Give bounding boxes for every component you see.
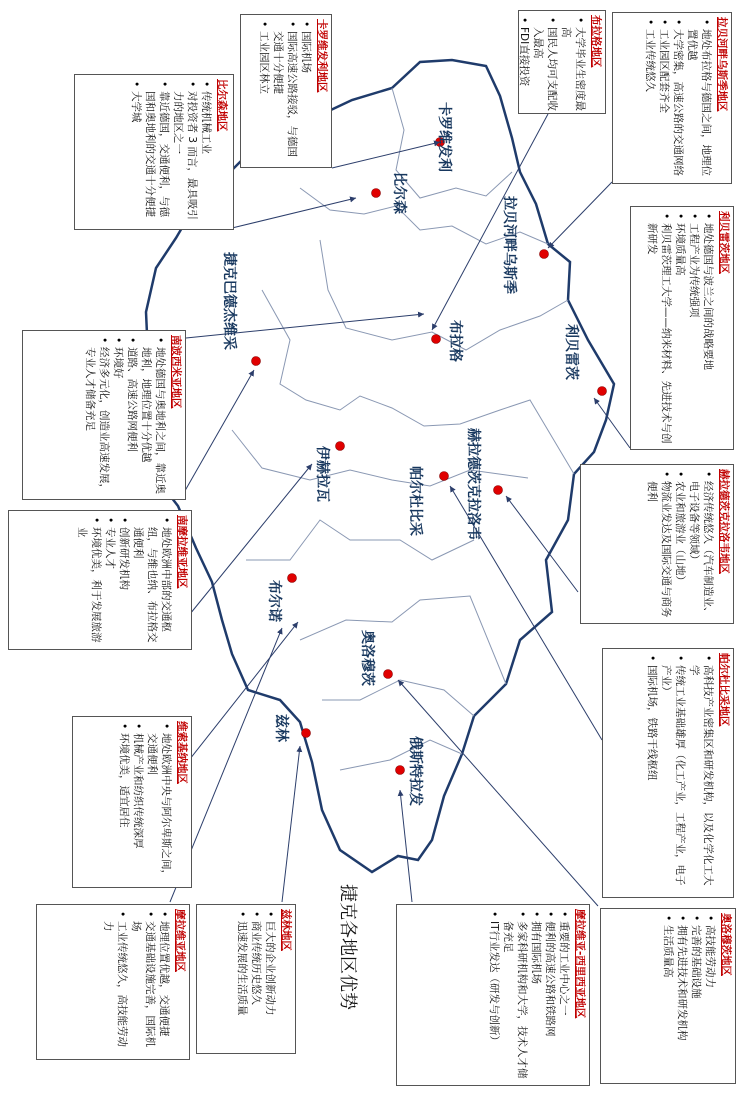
infobox-title: 布拉格地区 — [590, 15, 602, 68]
list-item: • 工业传统悠久，高技能劳动力 — [101, 921, 129, 1057]
list-item: • 专业人才 — [103, 527, 117, 647]
city-dot-jihocesky — [252, 357, 261, 366]
list-item: • 国际高速公路接驳，与德国交通十分便捷 — [271, 31, 299, 165]
region-label-plzen: 比尔森 — [391, 172, 407, 214]
infobox-plzen — [74, 74, 234, 230]
region-label-ostrava: 俄斯特拉发 — [407, 736, 423, 806]
list-item: • 高科技产业密集区和研发机构，以及化学化工大学 — [687, 665, 715, 895]
list-item: • 巨大的企业创新动力 — [263, 921, 277, 1051]
list-item: • 经济传统悠久（汽车制造业、电子设备等领域） — [687, 481, 715, 621]
city-dot-pardubice — [440, 472, 449, 481]
list-item: • 环境优美，利于发展旅游业 — [75, 527, 103, 647]
list-item: • 工业园区配套齐全 — [657, 29, 671, 181]
list-item: • 大学城 — [129, 91, 143, 227]
list-item: • 多家科研机构和大学，技术人才储备充足 — [501, 921, 529, 1083]
infobox-olomouc — [72, 716, 192, 888]
infobox-liberec — [630, 206, 734, 450]
list-item: • 拥有先进技术和研发机构 — [675, 925, 689, 1081]
city-dot-ustecky — [540, 250, 549, 259]
list-item: • 靠近德国，交通便利，与德国和奥地利的交通十分便捷 — [143, 91, 171, 227]
infobox-karlovy — [240, 14, 332, 168]
list-item: • 完善的基础设施 — [689, 925, 703, 1081]
list-item: • IT行业发达（研发与创新） — [487, 921, 501, 1083]
infobox-title: 拉贝河畔乌斯季地区 — [716, 17, 728, 112]
infobox-vysocina — [8, 510, 192, 650]
list-item: • 对投资者 3 而言，最具吸引力的地区之一 — [171, 91, 199, 227]
infobox-ostrava — [396, 904, 590, 1086]
list-item: • 便利的高速公路和铁路网 — [543, 921, 557, 1083]
list-item: • 物流业发达及国际交通与商务便利 — [645, 481, 673, 621]
list-item: • 国际机场 — [299, 31, 313, 165]
infobox-title: 赫拉德茨克拉洛韦地区 — [718, 469, 730, 574]
list-item: • 利贝雷茨理工大学——纳米材料、先进技术与创新研发 — [645, 223, 673, 447]
infobox-title: 利贝雷茨地区 — [718, 211, 730, 274]
city-dot-olomouc — [384, 670, 393, 679]
infobox-title: 维索基纳地区 — [176, 721, 188, 784]
list-item: • 传统工业基础雄厚（化工产业，工程产业，电子产业） — [659, 665, 687, 895]
list-item: • 道路、高速公路网便利 — [125, 347, 139, 497]
list-item: • 环境好 — [111, 347, 125, 497]
list-item: • 传统机械工业 — [199, 91, 213, 227]
list-item: • 地理位置优越，交通便捷 — [157, 921, 171, 1057]
list-item: • 地处欧洲中部的交通枢纽，与维也纳、布拉格交通便利 — [131, 527, 173, 647]
list-item: • FDI直接投资 — [517, 27, 531, 111]
list-item: • 拥有国际机场 — [529, 921, 543, 1083]
page-title: 捷克各地区优势 — [337, 884, 358, 1010]
region-label-olomouc: 奥洛穆茨 — [359, 630, 375, 686]
list-item: • 交通基础设施完善，国际机场 — [129, 921, 157, 1057]
list-item: • 大学密集，高速公路的交通网络 — [671, 29, 685, 181]
infobox-olomouc2 — [600, 908, 736, 1084]
infobox-title: 南波西米亚地区 — [170, 335, 182, 409]
region-label-vysocina: 伊赫拉瓦 — [314, 446, 330, 502]
region-label-hradec: 赫拉德茨克拉洛韦 — [465, 428, 481, 540]
list-item: • 环境优美，适宜居住 — [117, 733, 131, 885]
region-label-ustecky: 拉贝河畔乌斯季 — [501, 196, 517, 294]
list-item: • 工业园区林立 — [257, 31, 271, 165]
list-item: • 地处德国与波兰之间的战略要地 — [701, 223, 715, 447]
list-item: • 大学毕业生密度最高 — [559, 27, 587, 111]
infobox-title: 奥洛穆茨地区 — [720, 913, 732, 976]
list-item: • 工程产业为传统强项 — [687, 223, 701, 447]
city-dot-plzen — [372, 189, 381, 198]
infobox-title: 摩拉维亚地区 — [174, 909, 186, 972]
list-item: • 商业传统历史悠久 — [249, 921, 263, 1051]
list-item: • 高技能劳动力 — [703, 925, 717, 1081]
list-item: • 机械产业和纺织传统深厚 — [131, 733, 145, 885]
city-dot-brno — [288, 574, 297, 583]
list-item: • 地处布拉格与德国之间，地理位置优越 — [685, 29, 713, 181]
infobox-title: 南摩拉维亚地区 — [176, 515, 188, 589]
city-dot-vysocina — [336, 442, 345, 451]
infobox-zlin — [196, 904, 296, 1054]
list-item: • 迅速发展的生活质量 — [235, 921, 249, 1051]
region-label-praha: 布拉格 — [447, 320, 463, 362]
region-label-zlin: 兹林 — [273, 714, 289, 742]
infobox-pardubice — [602, 648, 734, 898]
region-label-liberec: 利贝雷茨 — [563, 324, 579, 380]
region-label-brno: 布尔诺 — [266, 580, 282, 622]
region-label-karlovy: 卡罗维发利 — [436, 102, 452, 172]
infobox-hradec — [580, 464, 734, 624]
list-item: • 经济多元化，创造业高速发展，专业人才储备充足 — [83, 347, 111, 497]
infobox-brno-south — [36, 904, 190, 1060]
list-item: • 重要的工业中心之一 — [557, 921, 571, 1083]
list-item: • 地处欧洲中央与阿尔卑斯之间，交通便利 — [145, 733, 173, 885]
city-dot-liberec — [598, 387, 607, 396]
infobox-title: 帕尔杜比采地区 — [718, 653, 730, 727]
infobox-title: 卡罗维发利地区 — [316, 19, 328, 93]
city-dot-praha — [432, 335, 441, 344]
infobox-title: 摩拉维亚-西里西亚地区 — [574, 909, 586, 1019]
city-dot-zlin — [302, 729, 311, 738]
list-item: • 生活质量高 — [661, 925, 675, 1081]
infobox-praha — [518, 10, 606, 114]
city-dot-ostrava — [396, 766, 405, 775]
list-item: • 环境质量高 — [673, 223, 687, 447]
infobox-jihocesky — [22, 330, 186, 500]
list-item: • 国民人均可支配收入最高 — [531, 27, 559, 111]
list-item: • 国际机场，铁路干线枢纽 — [645, 665, 659, 895]
list-item: • 创新研发机构 — [117, 527, 131, 647]
infobox-ustecky — [612, 12, 732, 184]
region-label-pardubice: 帕尔杜比采 — [407, 466, 423, 536]
city-dot-hradec — [494, 486, 503, 495]
list-item: • 农业和旅游业（山地） — [673, 481, 687, 621]
region-label-jihocesky: 捷克巴德杰维采 — [221, 252, 237, 350]
infobox-title: 比尔森地区 — [216, 79, 228, 132]
list-item: • 地处德国与奥地利之间，靠近奥地利，地理位置十分优越 — [139, 347, 167, 497]
infobox-title: 兹林地区 — [280, 909, 292, 951]
list-item: • 工业传统悠久 — [643, 29, 657, 181]
